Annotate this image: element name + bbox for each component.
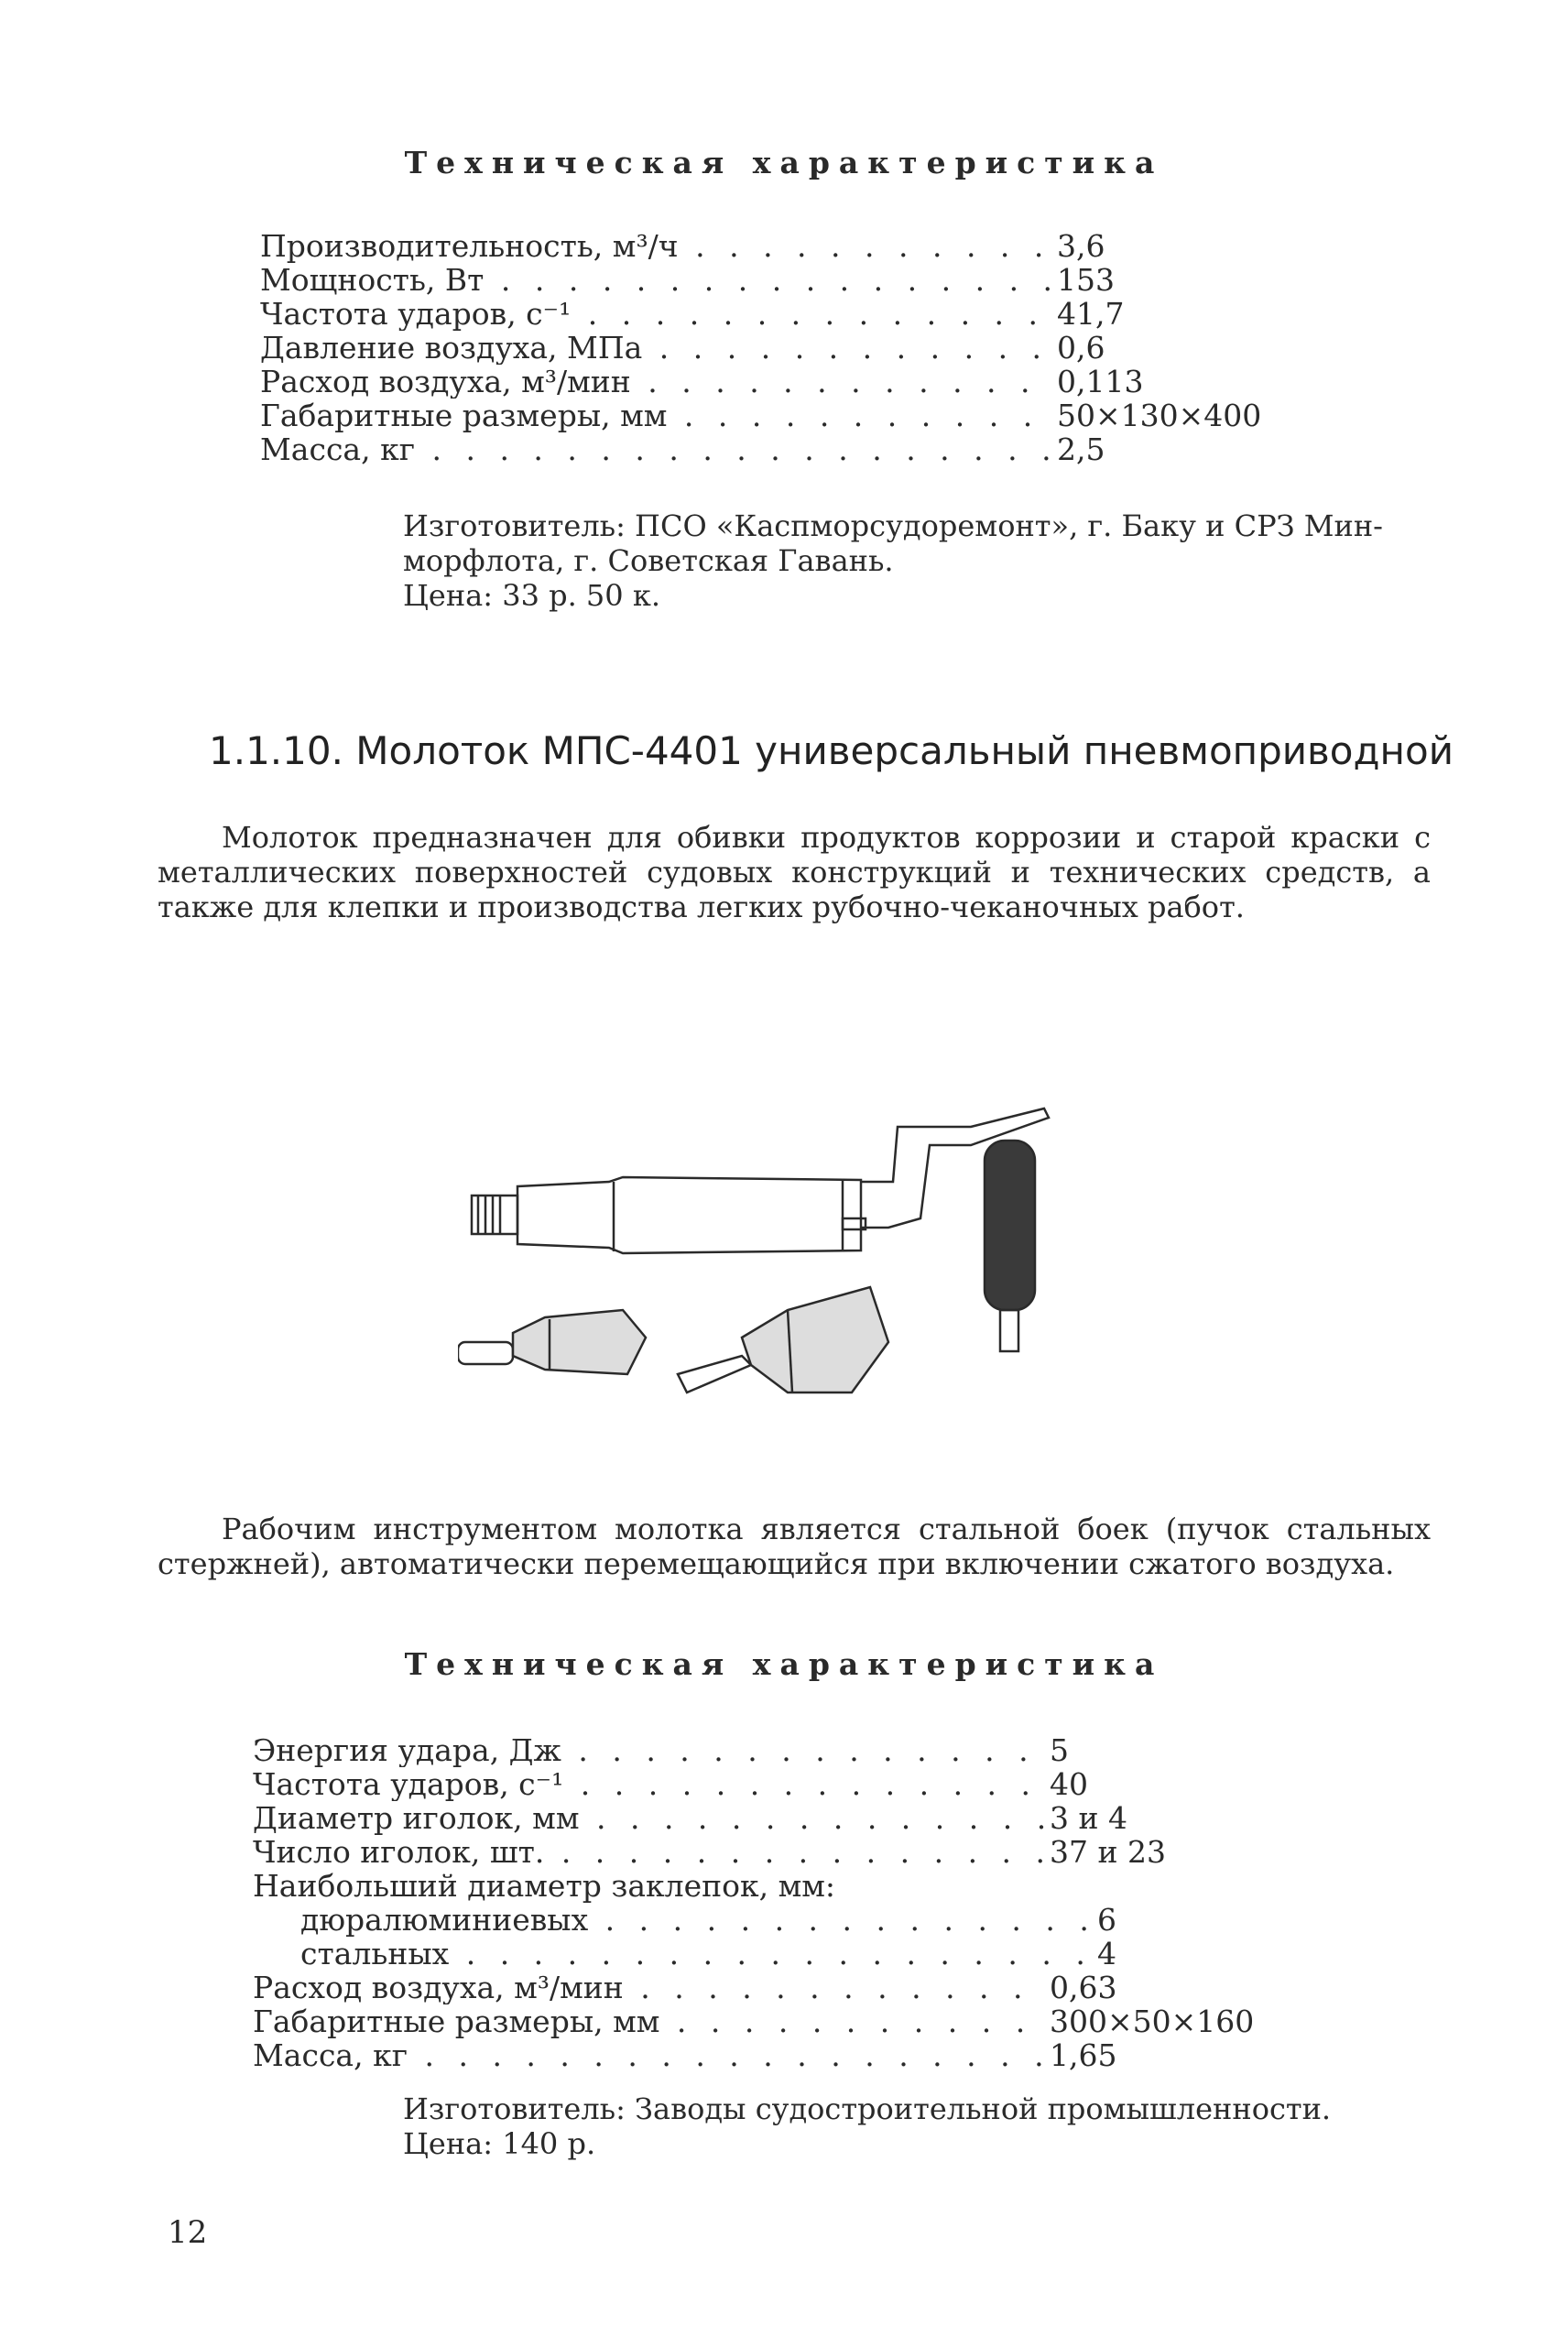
spec-table-2 [253,1733,1335,2072]
spec-row [260,229,1277,263]
spec-label: Масса, кг . . . [260,432,1057,466]
spec-row [260,365,1277,399]
spec-row [260,297,1277,331]
spec-label: Габаритные размеры, мм . . . [260,399,1057,432]
spec-label: Производительность, м³/ч . . . [260,229,1057,263]
spec-label: Частота ударов, с⁻¹ . . . [253,1767,1050,1801]
spec-row [253,2004,1335,2038]
spec-label: дюралюминиевых . . . [253,1903,1097,1937]
spec-value: 153 [1057,262,1115,298]
manufacturer-note-1 [403,508,1429,613]
spec-value: 37 и 23 [1050,1834,1166,1870]
spec-label: Расход воздуха, м³/мин . . . [253,1971,1050,2004]
needle-attachment-1 [458,1310,646,1374]
spec-row [253,1971,1335,2004]
working-tool-paragraph: Рабочим инструментом молотка является стальной боек (пучок стальных стержней), автоматически перемещающийся при включении сжатого воздуха. [158,1512,1431,1581]
spec-value: 5 [1050,1732,1069,1768]
spec-label: Диаметр иголок, мм . . . [253,1801,1050,1835]
spec-heading-1: Техническая характеристика [404,145,1164,180]
spec-value: 6 [1097,1902,1116,1938]
spec-label: стальных . . . [253,1937,1097,1971]
manufacturer-line-cont: морфлота, г. Советская Гавань. [403,543,894,578]
spec-label: Расход воздуха, м³/мин . . . [260,365,1057,399]
spec-value: 4 [1097,1936,1116,1971]
spec-label: Давление воздуха, МПа . . . [260,331,1057,365]
spec-value: 0,113 [1057,364,1144,399]
hammer-barrel [517,1177,861,1253]
spec-row [253,1801,1335,1835]
spec-label: Энергия удара, Дж . . . [253,1733,1050,1767]
spec-value: 40 [1050,1766,1088,1802]
price-1: Цена: 33 р. 50 к. [403,578,660,613]
spec-value: 50×130×400 [1057,398,1262,433]
pneumatic-hammer-icon [458,1090,1099,1420]
spec-value: 1,65 [1050,2037,1117,2073]
spec-value: 0,63 [1050,1970,1117,2005]
spec-label: Мощность, Вт . . . [260,263,1057,297]
spec-value: 0,6 [1057,330,1105,366]
spec-row [253,1903,1335,1937]
manufacturer-note-2 [403,2091,1410,2161]
spec-row [253,1835,1335,1869]
price-2: Цена: 140 р. [403,2126,596,2161]
spec-row [253,1733,1335,1767]
spec-label: Наибольший диаметр заклепок, мм: [253,1869,836,1903]
needle-attachment-2 [678,1287,888,1392]
spec-row [260,263,1277,297]
spec-row [253,1869,1335,1903]
spec-value [1050,1869,1288,1903]
spec-row [253,1937,1335,1971]
manufacturer-line: Изготовитель: ПСО «Каспморсудоремонт», г. Баку и СРЗ Мин- [403,508,1383,543]
spec-value: 2,5 [1057,431,1105,467]
page-number: 12 [168,2214,208,2251]
spec-value: 41,7 [1057,296,1125,332]
description-paragraph: Молоток предназначен для обивки продуктов коррозии и старой краски с металлических поверхностей судовых конструкций и технических средств, а также для клепки и производства легких рубочно-чеканочных работ. [158,820,1431,924]
spec-row [260,331,1277,365]
spec-table-1 [260,229,1277,466]
spec-row [260,399,1277,432]
spec-row [253,2038,1335,2072]
spec-value: 300×50×160 [1050,2004,1255,2039]
hammer-grip [985,1141,1035,1310]
spec-label: Габаритные размеры, мм . . . [253,2004,1050,2038]
spec-label: Частота ударов, с⁻¹ . . . [260,297,1057,331]
spec-value: 3 и 4 [1050,1800,1127,1836]
spec-row [260,432,1277,466]
spec-heading-2: Техническая характеристика [404,1646,1164,1682]
spec-label: Масса, кг . . . [253,2038,1050,2072]
spec-row [253,1767,1335,1801]
spec-value: 3,6 [1057,228,1105,264]
manufacturer-line: Изготовитель: Заводы судостроительной промышленности. [403,2091,1332,2126]
section-title: 1.1.10. Молоток МПС-4401 универсальный пневмоприводной [209,728,1454,773]
spec-label: Число иголок, шт. . . . [253,1835,1050,1869]
